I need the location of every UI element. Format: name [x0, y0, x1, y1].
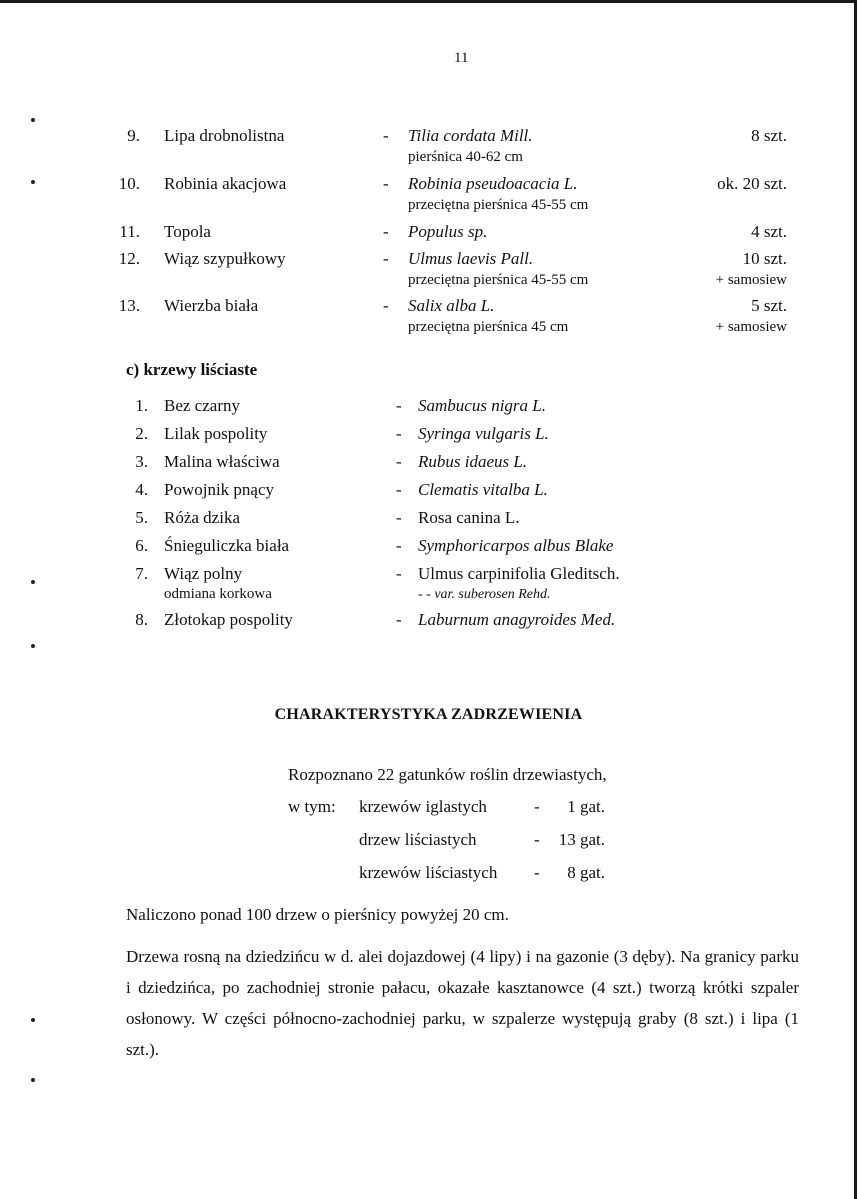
latin-name: Syringa vulgaris L.	[418, 424, 549, 443]
summary-value: 8 gat.	[567, 863, 605, 882]
scan-border-top	[0, 0, 857, 3]
common-name: Róża dzika	[164, 508, 240, 527]
dash: -	[383, 249, 389, 268]
item-number: 11.	[119, 222, 140, 241]
common-name: Wierzba biała	[164, 296, 259, 315]
latin-name: Salix alba L.	[408, 296, 495, 315]
section-heading: c) krzewy liściaste	[126, 360, 258, 379]
section-title: CHARAKTERYSTYKA ZADRZEWIENIA	[274, 706, 583, 723]
dash: -	[396, 564, 402, 583]
scan-speck	[31, 118, 35, 122]
summary-prefix: w tym:	[288, 797, 336, 816]
quantity: 8 szt.	[751, 126, 787, 145]
item-number: 10.	[118, 174, 140, 193]
variety-latin: - - var. suberosen Rehd.	[418, 587, 551, 602]
item-number: 13.	[118, 296, 140, 315]
scan-speck	[31, 180, 35, 184]
latin-name: Tilia cordata Mill.	[408, 126, 533, 145]
item-number: 9.	[127, 126, 140, 145]
item-number: 8.	[135, 610, 148, 629]
common-name: Wiąz szypułkowy	[164, 249, 286, 268]
summary-label: drzew liściastych	[359, 830, 477, 849]
summary-value: 13 gat.	[558, 830, 605, 849]
item-number: 6.	[135, 536, 148, 555]
dash: -	[383, 174, 389, 193]
quantity: 4 szt.	[751, 222, 787, 241]
latin-name: Sambucus nigra L.	[418, 396, 546, 415]
trunk-note: przeciętna pierśnica 45-55 cm	[408, 272, 589, 288]
quantity: 5 szt.	[751, 296, 787, 315]
common-name: Bez czarny	[164, 396, 240, 415]
latin-name: Laburnum anagyroides Med.	[418, 610, 616, 629]
dash: -	[396, 424, 402, 443]
summary-intro: Rozpoznano 22 gatunków roślin drzewiastych,	[288, 765, 607, 784]
scan-speck	[31, 644, 35, 648]
dash: -	[396, 452, 402, 471]
latin-name: Clematis vitalba L.	[418, 480, 548, 499]
common-name: Wiąz polny	[164, 564, 243, 583]
latin-name: Ulmus laevis Pall.	[408, 249, 534, 268]
item-number: 5.	[135, 508, 148, 527]
trunk-note: przeciętna pierśnica 45-55 cm	[408, 197, 589, 213]
common-name: Robinia akacjowa	[164, 174, 287, 193]
dash: -	[534, 830, 540, 849]
dash: -	[396, 480, 402, 499]
dash: -	[396, 508, 402, 527]
common-name: Złotokap pospolity	[164, 610, 293, 629]
common-name: Lipa drobnolistna	[164, 126, 285, 145]
dash: -	[396, 396, 402, 415]
latin-name: Rosa canina L.	[418, 508, 520, 527]
summary-label: krzewów iglastych	[359, 797, 487, 816]
item-number: 12.	[118, 249, 140, 268]
latin-name: Populus sp.	[408, 222, 488, 241]
common-name: Topola	[164, 222, 211, 241]
latin-name: Symphoricarpos albus Blake	[418, 536, 614, 555]
common-name: Lilak pospolity	[164, 424, 268, 443]
scan-speck	[31, 580, 35, 584]
paragraph: Naliczono ponad 100 drzew o pierśnicy powyżej 20 cm.	[126, 905, 509, 924]
common-name: Powojnik pnący	[164, 480, 275, 499]
summary-value: 1 gat.	[567, 797, 605, 816]
latin-name: Robinia pseudoacacia L.	[408, 174, 578, 193]
quantity-extra: + samosiew	[715, 319, 787, 335]
dash: -	[396, 536, 402, 555]
item-number: 2.	[135, 424, 148, 443]
latin-name: Rubus idaeus L.	[418, 452, 528, 471]
trunk-note: pierśnica 40-62 cm	[408, 149, 523, 165]
common-name: Śnieguliczka biała	[164, 536, 290, 555]
quantity-extra: + samosiew	[715, 272, 787, 288]
scan-speck	[31, 1078, 35, 1082]
item-number: 3.	[135, 452, 148, 471]
paragraph: Drzewa rosną na dziedzińcu w d. alei dojazdowej (4 lipy) i na gazonie (3 dęby). Na granicy parku i dziedzińca, po zachodniej stronie pałacu, okazałe kasztanowce (4 szt.) tworzą krótki szpaler osłonowy. W części północno-zachodniej parku, w szpalerze występują graby (8 szt.) i lipa (1 szt.).	[126, 947, 799, 1059]
summary-label: krzewów liściastych	[359, 863, 498, 882]
item-number: 7.	[135, 564, 148, 583]
trunk-note: przeciętna pierśnica 45 cm	[408, 319, 569, 335]
dash: -	[534, 797, 540, 816]
common-name: Malina właściwa	[164, 452, 280, 471]
dash: -	[383, 296, 389, 315]
dash: -	[383, 126, 389, 145]
variety-name: odmiana korkowa	[164, 586, 272, 602]
quantity: ok. 20 szt.	[717, 174, 787, 193]
quantity: 10 szt.	[742, 249, 787, 268]
dash: -	[534, 863, 540, 882]
dash: -	[383, 222, 389, 241]
dash: -	[396, 610, 402, 629]
item-number: 4.	[135, 480, 148, 499]
scan-speck	[31, 1018, 35, 1022]
page-number: 11	[454, 50, 469, 66]
latin-name: Ulmus carpinifolia Gleditsch.	[418, 564, 620, 583]
item-number: 1.	[135, 396, 148, 415]
